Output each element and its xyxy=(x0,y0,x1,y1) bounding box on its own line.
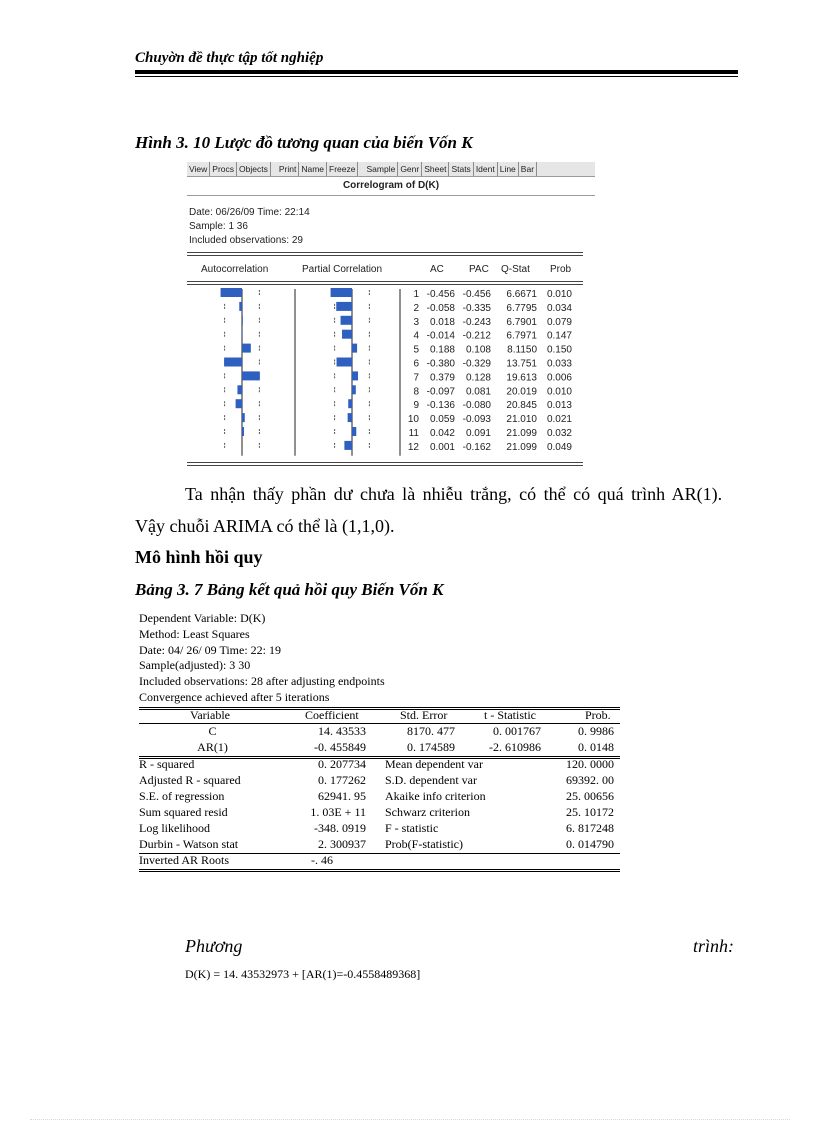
pac-bar xyxy=(344,441,352,450)
stat-value-left: 0. 177262 xyxy=(318,773,366,787)
t-statistic-header: t - Statistic xyxy=(484,708,536,722)
std-error-cell: 0. 174589 xyxy=(407,740,455,754)
lag-label: 1 xyxy=(413,289,419,300)
qstat-value: 21.010 xyxy=(506,414,537,426)
lag-label: 5 xyxy=(413,344,419,356)
regression-meta-line: Dependent Variable: D(K) xyxy=(139,611,266,625)
table-bottom-rule xyxy=(139,869,620,870)
ac-bar xyxy=(239,302,242,311)
correlogram-window xyxy=(187,162,595,471)
qstat-value: 6.7971 xyxy=(506,330,537,342)
stat-value-left: -348. 0919 xyxy=(314,821,366,835)
stat-label-left: Adjusted R - squared xyxy=(139,773,241,787)
stat-label-right: Akaike info criterion xyxy=(385,789,486,803)
ac-value: 0.379 xyxy=(429,372,455,384)
ac-bar xyxy=(241,330,242,339)
qstat-value: 6.7901 xyxy=(506,316,537,328)
header-rule-thin xyxy=(135,76,738,77)
prob-value: 0.021 xyxy=(546,414,572,426)
pac-bar xyxy=(352,371,358,380)
header-rule xyxy=(135,70,738,74)
qstat-value: 21.099 xyxy=(506,441,537,453)
inverted-ar-roots-label: Inverted AR Roots xyxy=(139,853,229,867)
ac-value: 0.042 xyxy=(429,428,455,439)
ac-bar xyxy=(236,399,242,408)
correlogram-date: Date: 06/26/09 Time: 22:14 xyxy=(189,207,310,218)
equation-label-word1: Phương xyxy=(185,936,243,956)
lag-label: 9 xyxy=(413,400,419,412)
qstat-value: 19.613 xyxy=(506,372,537,384)
ac-value: 0.001 xyxy=(429,441,455,453)
lag-label: 3 xyxy=(413,316,419,328)
stat-label-left: Durbin - Watson stat xyxy=(139,837,239,851)
toolbar-button-ident[interactable]: Ident xyxy=(474,162,498,176)
correlogram-plot xyxy=(187,162,595,471)
prob-value: 0.010 xyxy=(546,386,572,398)
lag-label: 6 xyxy=(413,358,419,370)
toolbar-button-sample[interactable]: Sample xyxy=(364,162,398,176)
stat-label-right: Mean dependent var xyxy=(385,757,483,771)
ac-value: -0.456 xyxy=(426,289,455,300)
toolbar-button-freeze[interactable]: Freeze xyxy=(327,162,358,176)
pac-bar xyxy=(337,358,352,367)
stat-value-left: 0. 207734 xyxy=(318,757,366,771)
stat-value-right: 25. 00656 xyxy=(566,789,614,803)
correlogram-title: Correlogram of D(K) xyxy=(342,180,440,191)
page-bottom-border xyxy=(30,1119,790,1120)
qstat-value: 13.751 xyxy=(506,358,537,370)
toolbar-button-name[interactable]: Name xyxy=(299,162,327,176)
pac-value: 0.081 xyxy=(465,386,491,398)
ac-bar xyxy=(237,385,242,394)
inverted-ar-roots-value: -. 46 xyxy=(311,853,333,867)
table-caption: Bảng 3. 7 Bảng kết quả hồi quy Biến Vốn K xyxy=(135,580,444,599)
std-error-header: Std. Error xyxy=(400,708,448,722)
correlogram-observations: Included observations: 29 xyxy=(189,235,303,246)
pac-bar xyxy=(348,399,352,408)
pac-value: 0.091 xyxy=(465,428,491,439)
t-statistic-cell: 0. 001767 xyxy=(493,724,541,738)
qstat-value: 6.6671 xyxy=(506,289,537,300)
stat-value-left: 1. 03E + 11 xyxy=(310,805,366,819)
prob-value: 0.034 xyxy=(546,302,572,314)
stat-value-left: 62941. 95 xyxy=(318,789,366,803)
qstat-value: 20.845 xyxy=(506,400,537,412)
toolbar-button-print[interactable]: Print xyxy=(277,162,299,176)
correlogram-sample: Sample: 1 36 xyxy=(189,221,248,232)
pac-bar xyxy=(341,316,352,325)
prob-value: 0.049 xyxy=(546,441,572,453)
stat-label-left: Log likelihood xyxy=(139,821,210,835)
stat-label-left: Sum squared resid xyxy=(139,805,228,819)
stat-value-right: 120. 0000 xyxy=(566,757,614,771)
pac-value: -0.243 xyxy=(462,316,491,328)
paragraph-line-1: Ta nhận thấy phần dư chưa là nhiễu trắng, có thể có quá trình AR(1). xyxy=(185,484,723,504)
pac-bar xyxy=(352,344,357,353)
autocorrelation-header: Autocorrelation xyxy=(201,264,269,275)
page-header-title: Chuyờn đề thực tập tốt nghiệp xyxy=(135,50,324,66)
pac-value: -0.329 xyxy=(462,358,491,370)
equation-label-word2: trình: xyxy=(693,936,735,956)
regression-equation: D(K) = 14. 43532973 + [AR(1)=-0.4558489368] xyxy=(185,967,421,981)
lag-label: 12 xyxy=(407,441,419,453)
ac-value: -0.380 xyxy=(426,358,455,370)
coefficient-header: Coefficient xyxy=(305,708,359,722)
correlogram-bottom-rule xyxy=(187,462,583,466)
regression-meta-line: Sample(adjusted): 3 30 xyxy=(139,658,251,673)
pac-value: -0.080 xyxy=(462,400,491,412)
regression-meta-line: Included observations: 28 after adjusting endpoints xyxy=(139,674,385,689)
prob-value: 0.150 xyxy=(546,344,572,356)
ac-value: -0.136 xyxy=(426,400,455,412)
pac-bar xyxy=(348,413,352,422)
toolbar-button-line[interactable]: Line xyxy=(498,162,519,176)
ac-bar xyxy=(242,344,251,353)
stat-label-left: S.E. of regression xyxy=(139,789,225,803)
ac-value: 0.018 xyxy=(429,316,455,328)
qstat-value: 8.1150 xyxy=(507,344,537,356)
pac-value: 0.128 xyxy=(465,372,491,384)
stat-label-right: Schwarz criterion xyxy=(385,805,470,819)
pac-header: PAC xyxy=(469,264,489,275)
paragraph-line-2: Vậy chuỗi ARIMA có thể là (1,1,0). xyxy=(135,516,395,536)
ac-bar xyxy=(221,288,242,297)
lag-label: 8 xyxy=(413,386,419,398)
pac-value: -0.456 xyxy=(462,289,491,300)
qstat-value: 6.7795 xyxy=(506,302,537,314)
ac-value: -0.014 xyxy=(426,330,455,342)
pac-bar xyxy=(352,385,356,394)
ac-bar xyxy=(242,413,245,422)
coefficient-cell: -0. 455849 xyxy=(314,740,366,754)
pac-value: -0.335 xyxy=(462,302,491,314)
regression-meta-line: Date: 04/ 26/ 09 Time: 22: 19 xyxy=(139,642,282,657)
stat-value-right: 0. 014790 xyxy=(566,837,614,851)
stat-label-right: Prob(F-statistic) xyxy=(385,837,463,851)
ac-value: 0.188 xyxy=(429,344,455,356)
prob-value: 0.013 xyxy=(546,400,572,412)
pac-value: -0.093 xyxy=(462,414,491,426)
pac-value: -0.212 xyxy=(462,330,491,342)
pac-bar xyxy=(331,288,352,297)
prob-value: 0.147 xyxy=(546,330,572,342)
figure-caption: Hình 3. 10 Lược đồ tương quan của biến Vốn K xyxy=(135,133,473,152)
lag-label: 2 xyxy=(413,302,419,314)
regression-meta-line: Convergence achieved after 5 iterations xyxy=(139,690,330,704)
pac-value: 0.108 xyxy=(465,344,491,356)
qstat-value: 21.099 xyxy=(506,428,537,439)
ac-value: -0.097 xyxy=(426,386,455,398)
toolbar-button-bar[interactable]: Bar xyxy=(519,162,537,176)
stat-value-right: 69392. 00 xyxy=(566,773,614,787)
prob-value: 0.010 xyxy=(546,289,572,300)
variable-header: Variable xyxy=(190,708,230,722)
toolbar-button-procs[interactable]: Procs xyxy=(210,162,237,176)
ac-value: 0.059 xyxy=(429,414,455,426)
partial-correlation-header: Partial Correlation xyxy=(302,264,383,275)
variable-cell: AR(1) xyxy=(197,740,228,754)
toolbar-button-objects[interactable]: Objects xyxy=(237,162,271,176)
table-bottom-rule-2 xyxy=(139,871,620,872)
section-heading: Mô hình hồi quy xyxy=(135,547,263,567)
prob-value: 0.079 xyxy=(546,316,572,328)
qstat-value: 20.019 xyxy=(506,386,537,398)
stat-value-right: 6. 817248 xyxy=(566,821,614,835)
ac-bar xyxy=(224,358,242,367)
prob-cell: 0. 9986 xyxy=(578,724,614,738)
variable-cell: C xyxy=(208,724,217,738)
t-statistic-cell: -2. 610986 xyxy=(489,740,541,754)
prob-value: 0.033 xyxy=(546,358,572,370)
prob-value: 0.032 xyxy=(546,428,572,439)
pac-bar xyxy=(342,330,352,339)
ac-bar xyxy=(242,427,244,436)
lag-label: 4 xyxy=(413,330,419,342)
prob-value: 0.006 xyxy=(546,372,572,384)
prob-header: Prob. xyxy=(585,708,611,722)
ac-value: -0.058 xyxy=(426,302,455,314)
pac-value: -0.162 xyxy=(462,441,491,453)
ac-bar xyxy=(242,316,243,325)
pac-bar xyxy=(336,302,352,311)
toolbar-button-sheet[interactable]: Sheet xyxy=(422,162,449,176)
pac-bar xyxy=(352,427,356,436)
toolbar-button-genr[interactable]: Genr xyxy=(398,162,422,176)
stat-value-left: 2. 300937 xyxy=(318,837,366,851)
prob-cell: 0. 0148 xyxy=(578,740,614,754)
ac-header: AC xyxy=(430,264,444,275)
lag-label: 10 xyxy=(407,414,419,426)
stat-label-right: F - statistic xyxy=(385,821,439,835)
toolbar-button-view[interactable]: View xyxy=(187,162,210,176)
prob-header: Prob xyxy=(550,264,572,275)
stat-value-right: 25. 10172 xyxy=(566,805,614,819)
toolbar-button-stats[interactable]: Stats xyxy=(449,162,473,176)
coefficient-cell: 14. 43533 xyxy=(318,724,366,738)
stat-label-right: S.D. dependent var xyxy=(385,773,477,787)
ac-bar xyxy=(242,371,260,380)
stat-label-left: R - squared xyxy=(139,757,195,771)
qstat-header: Q-Stat xyxy=(501,264,530,275)
std-error-cell: 8170. 477 xyxy=(407,724,455,738)
regression-meta-line: Method: Least Squares xyxy=(139,626,250,641)
lag-label: 7 xyxy=(413,372,419,384)
lag-label: 11 xyxy=(408,428,419,439)
